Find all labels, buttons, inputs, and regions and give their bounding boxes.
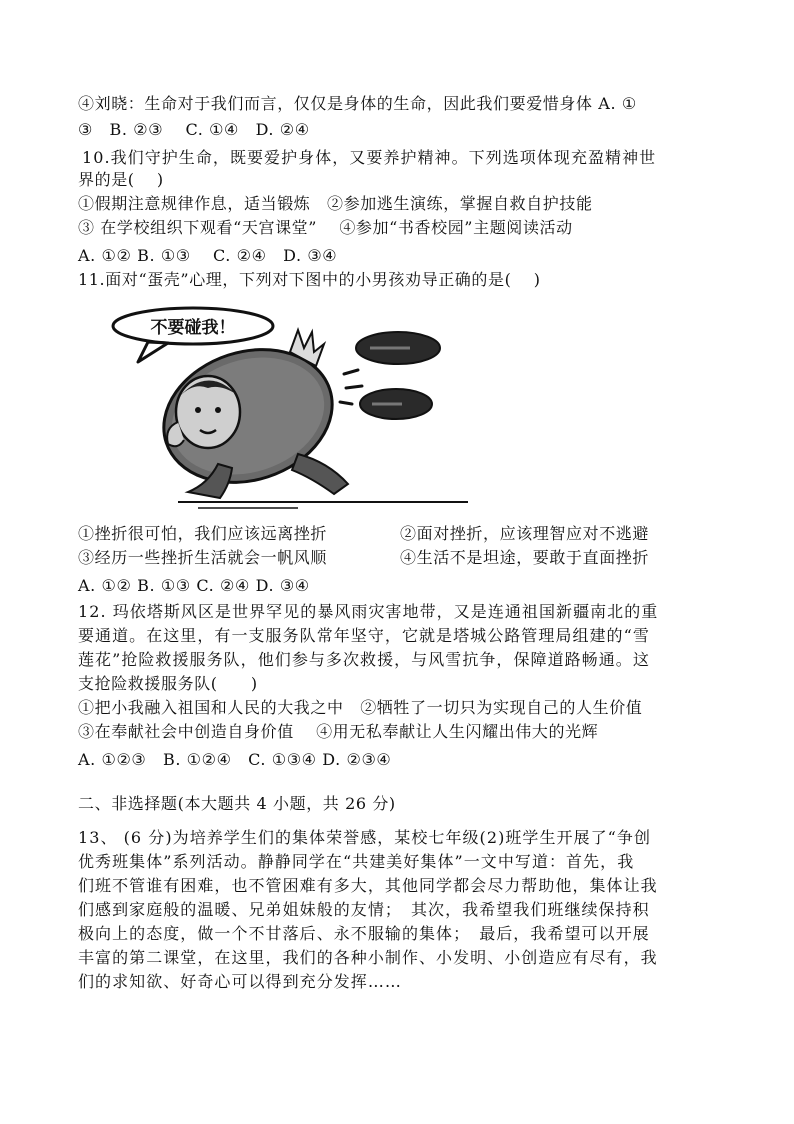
q12-stem: 12. 玛依塔斯风区是世界罕见的暴风雨灾害地带，又是连通祖国新疆南北的重	[78, 602, 659, 621]
q10-choices: A. ①② B. ①③ C. ②④ D. ③④	[78, 246, 338, 265]
q12-stem-line-2: 要通道。在这里，有一支服务队常年坚守，它就是塔城公路管理局组建的“雪	[78, 626, 650, 645]
q13-line-3: 们班不管谁有困难，也不管困难有多大，其他同学都会尽力帮助他，集体让我	[78, 876, 658, 895]
q13-line-2: 优秀班集体”系列活动。静静同学在“共建美好集体”一文中写道：首先，我	[78, 852, 635, 871]
q11-stem: 11.面对“蛋壳”心理，下列对下图中的小男孩劝导正确的是( )	[78, 270, 541, 289]
q11-option-2: ②面对挫折，应该理智应对不逃避	[400, 524, 650, 543]
q13-stem: 13、 (6 分)为培养学生们的集体荣誉感，某校七年级(2)班学生开展了“争创	[78, 828, 651, 847]
q13-line-4: 们感到家庭般的温暖、兄弟姐妹般的友情； 其次，我希望我们班继续保持积	[78, 900, 650, 919]
q13-line-6: 丰富的第二课堂，在这里，我们的各种小制作、小发明、小创造应有尽有，我	[78, 948, 658, 967]
q10-items-1-2: ①假期注意规律作息，适当锻炼 ②参加逃生演练，掌握自救自护技能	[78, 194, 593, 213]
q9-option-4: ④刘晓：生命对于我们而言，仅仅是身体的生命，因此我们要爱惜身体 A. ①	[78, 94, 637, 113]
q12-stem-line-4: 支抢险救援服务队( )	[78, 674, 258, 693]
q12-stem-line-3: 莲花”抢险救援服务队，他们参与多次救援，与风雪抗争，保障道路畅通。这	[78, 650, 650, 669]
speech-bubble-text: 不要碰我！	[150, 318, 236, 338]
section-heading: 二、非选择题(本大题共 4 小题，共 26 分)	[78, 794, 396, 813]
q13-line-5: 极向上的态度，做一个不甘落后、永不服输的集体； 最后，我希望可以开展	[78, 924, 650, 943]
q12-items-3-4: ③在奉献社会中创造自身价值 ④用无私奉献让人生闪耀出伟大的光辉	[78, 722, 599, 741]
q10-stem: 10.我们守护生命，既要爱护身体，又要养护精神。下列选项体现充盈精神世	[82, 148, 657, 167]
q11-option-3: ③经历一些挫折生活就会一帆风顺	[78, 548, 328, 567]
q10-items-3-4: ③ 在学校组织下观看“天宫课堂” ④参加“书香校园”主题阅读活动	[78, 218, 573, 237]
q11-option-1: ①挫折很可怕，我们应该远离挫折	[78, 524, 328, 543]
q13-line-7: 们的求知欲、好奇心可以得到充分发挥……	[78, 972, 402, 991]
eggshell-boy-cartoon	[108, 304, 476, 514]
q9-choices: ③ B. ②③ C. ①④ D. ②④	[78, 120, 310, 139]
q11-choices: A. ①② B. ①③ C. ②④ D. ③④	[78, 576, 310, 595]
q12-choices: A. ①②③ B. ①②④ C. ①③④ D. ②③④	[78, 750, 392, 769]
q11-option-4: ④生活不是坦途，要敢于直面挫折	[400, 548, 650, 567]
q12-items-1-2: ①把小我融入祖国和人民的大我之中 ②牺牲了一切只为实现自己的人生价值	[78, 698, 643, 717]
q10-stem-continued: 界的是( )	[78, 170, 164, 189]
